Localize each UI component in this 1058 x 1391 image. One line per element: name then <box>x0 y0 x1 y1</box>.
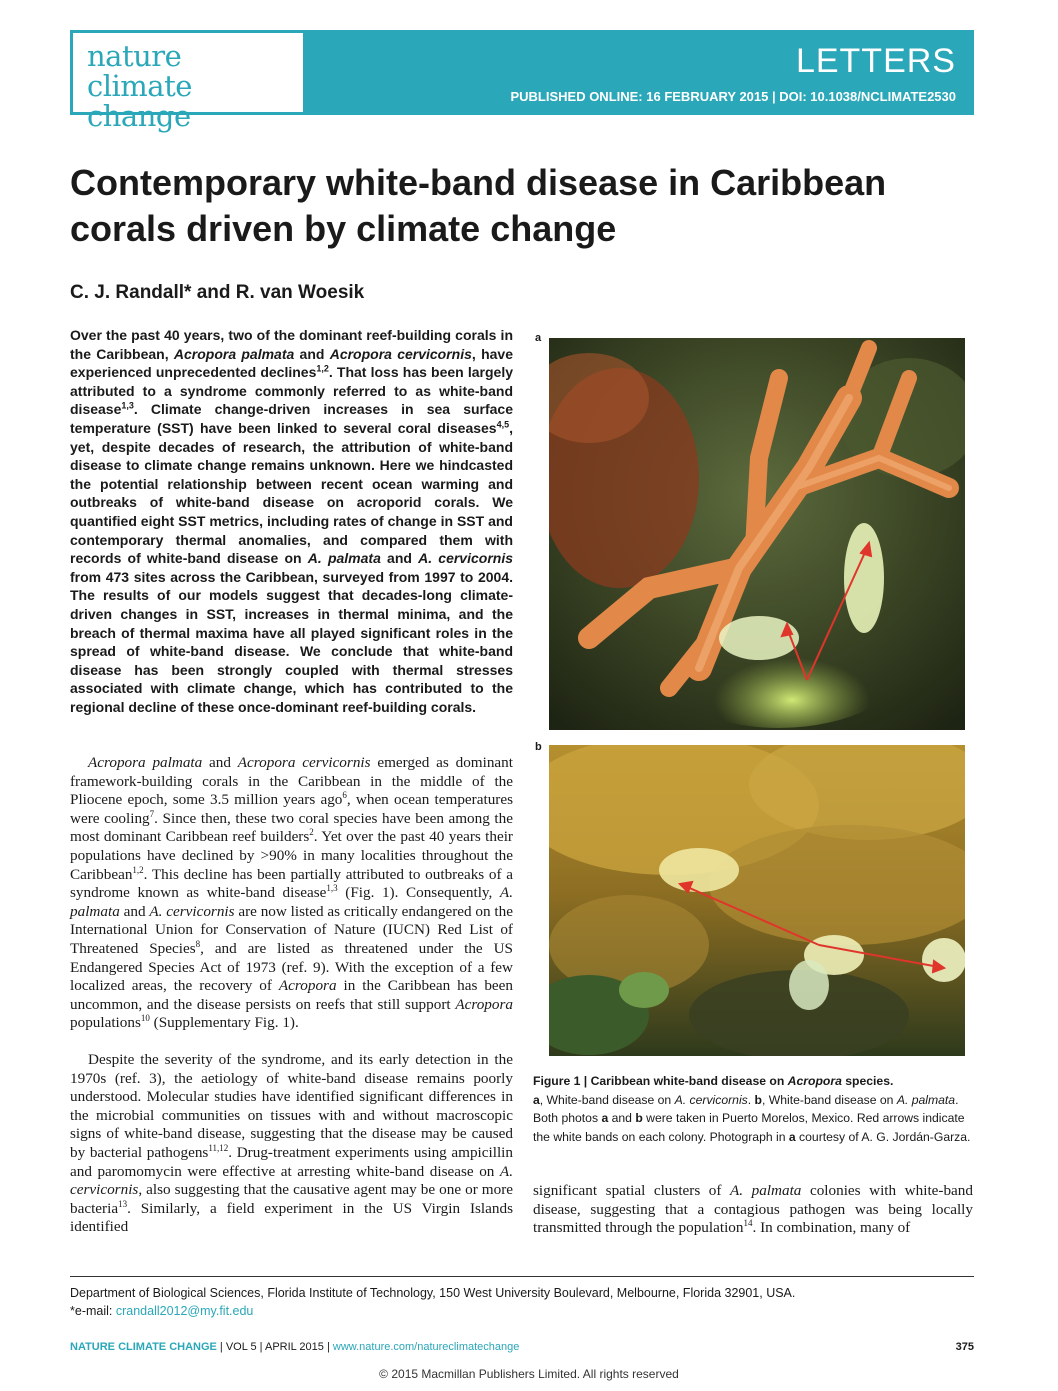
body-paragraph-1 <box>70 754 513 1033</box>
body-text: are now listed as critically endangered on the International Union for Conservation of Nature (IUCN) Red List of Threatened Species <box>70 902 513 957</box>
publication-info: PUBLISHED ONLINE: 16 FEBRUARY 2015 | DOI: 10.1038/NCLIMATE2530 <box>510 89 956 104</box>
species-name: Acropora <box>278 977 337 995</box>
body-text: . Similarly, a field experiment in the US Virgin Islands identified <box>70 1199 513 1236</box>
coral-photo-a <box>549 338 965 730</box>
body-text: (Supplementary Fig. 1). <box>149 1014 299 1032</box>
coral-photo-b <box>549 745 965 1056</box>
figure-panel-b-label: b <box>535 741 542 753</box>
species-name: Acropora <box>787 1074 842 1088</box>
copyright-notice: © 2015 Macmillan Publishers Limited. All rights reserved <box>379 1367 679 1381</box>
body-text: populations <box>70 1014 141 1032</box>
abstract <box>70 326 513 716</box>
caption-text: , White-band disease on <box>762 1092 897 1107</box>
body-text: , when ocean temperatures were cooling <box>70 791 513 827</box>
caption-panel-label: a <box>533 1092 540 1107</box>
figure-caption <box>533 1072 973 1146</box>
species-name: Acropora cervicornis <box>329 345 472 362</box>
abstract-text: , yet, despite decades of research, the attribution of white-band disease to climate change remains unknown. Here we hindcasted the potential relationship between recent ocean warming and outbreaks of white-band disease on acroporid corals. We quantified eight SST metrics, including rates of change in SST and contemporary thermal anomalies, and compared them with records of white-band disease on <box>70 419 513 567</box>
body-paragraph-3 <box>533 1182 973 1238</box>
affiliation-block <box>70 1284 795 1320</box>
species-name: A. cervicornis <box>418 550 513 567</box>
caption-text: . Both photos <box>533 1092 959 1126</box>
body-text: . Drug-treatment experiments using ampicillin and paromomycin were effective at arresting white-band disease on <box>70 1143 513 1180</box>
body-text: and <box>202 754 238 771</box>
body-text: . Yet over the past 40 years their populations have declined by >90% in many localities throughout the Caribbean <box>70 828 513 883</box>
caption-title <box>533 1074 893 1088</box>
species-name: A. palmata <box>70 884 513 920</box>
body-text: . In combination, many of <box>752 1219 911 1237</box>
species-name: A. palmata <box>896 1092 956 1107</box>
abstract-text: . That loss has been largely attributed to a syndrome commonly referred to as white-band disease <box>70 364 513 418</box>
email-link[interactable]: crandall2012@my.fit.edu <box>115 1304 254 1318</box>
affiliation: Department of Biological Sciences, Florida Institute of Technology, 150 West University Boulevard, Melbourne, Florida 32901, USA. <box>70 1286 796 1300</box>
body-text: , and are listed as threatened under the US Endangered Species Act of 1973 (ref. 9). With the exception of a few localized areas, the recovery of <box>70 939 513 995</box>
body-text: . Since then, these two coral species have been among the most dominant Caribbean reef builders <box>70 809 513 846</box>
journal-footer <box>70 1341 519 1353</box>
body-text: emerged as dominant framework-building corals in the Caribbean in the middle of the Pliocene epoch, some 3.5 million years ago <box>70 754 513 809</box>
body-text: (Fig. 1). Consequently, <box>337 884 500 902</box>
species-name: A. palmata <box>307 550 381 567</box>
species-name: A. cervicornis <box>674 1092 748 1107</box>
caption-text: courtesy of A. G. Jordán-Garza. <box>795 1129 971 1144</box>
abstract-text: and <box>294 345 330 362</box>
section-label: LETTERS <box>795 42 956 80</box>
body-paragraph-2 <box>70 1051 513 1237</box>
caption-title-text: species. <box>841 1074 894 1088</box>
page-number: 375 <box>955 1341 974 1353</box>
body-text: and <box>119 902 150 920</box>
caption-text: were taken in Puerto Morelos, Mexico. Red arrows indicate the white bands on each colony. Photograph in <box>533 1111 965 1144</box>
citation-ref[interactable]: 10 <box>140 1013 150 1024</box>
species-name: Acropora <box>455 995 513 1013</box>
volume-info: | VOL 5 | APRIL 2015 | <box>216 1341 333 1353</box>
journal-name: NATURE CLIMATE CHANGE <box>70 1341 217 1353</box>
species-name: Acropora cervicornis <box>237 754 371 771</box>
citation-ref[interactable]: 11,12 <box>208 1142 229 1153</box>
caption-panel-label: b <box>754 1092 762 1107</box>
species-name: A. palmata <box>730 1182 802 1199</box>
citation-ref[interactable]: 1,2 <box>132 864 144 875</box>
caption-panel-label: a <box>788 1129 796 1144</box>
citation-ref[interactable]: 1,3 <box>326 883 338 894</box>
body-text: Despite the severity of the syndrome, and its early detection in the 1970s (ref. 3), the aetiology of white-band disease remains poorly understood. Molecular studies have identified significant differences in the microbial communities on tissues with and without macroscopic signs of white-band disease, suggesting that the disease may be caused by bacterial pathogens <box>70 1051 513 1161</box>
caption-text: . <box>747 1092 755 1107</box>
title-line-2: corals driven by climate change <box>70 208 617 249</box>
species-name: Acropora palmata <box>88 754 203 771</box>
logo-line-2: climate change <box>87 69 192 133</box>
citation-ref[interactable]: 1,3 <box>121 400 134 411</box>
body-text: in the Caribbean has been uncommon, and the disease persists on reefs that still support <box>70 977 513 1013</box>
logo-line-1: nature <box>87 39 182 73</box>
citation-ref[interactable]: 7 <box>149 808 155 819</box>
body-text: , also suggesting that the causative agent may be one or more bacteria <box>70 1181 513 1217</box>
body-text: . This decline has been partially attributed to outbreaks of a syndrome known as white-band disease <box>70 865 513 902</box>
authors: C. J. Randall* and R. van Woesik <box>70 282 365 303</box>
abstract-text: . Climate change-driven increases in sea surface temperature (SST) have been linked to several coral diseases <box>70 401 513 436</box>
figure-panel-a-label: a <box>535 332 542 344</box>
abstract-text: from 473 sites across the Caribbean, surveyed from 1997 to 2004. The results of our models suggest that decades-long climate-driven changes in SST, increases in thermal minima, and the breach of thermal maxima have all played significant roles in the spread of white-band disease. We conclude that white-band disease has been strongly coupled with thermal stresses associated with climate change, which has contributed to the regional decline of these once-dominant reef-building corals. <box>70 568 513 715</box>
citation-ref[interactable]: 8 <box>195 938 201 949</box>
species-name: A. cervicornis <box>149 902 235 920</box>
citation-ref[interactable]: 13 <box>118 1198 128 1209</box>
caption-text: , White-band disease on <box>539 1092 675 1107</box>
title-line-1: Contemporary white-band disease in Caribbean <box>70 162 887 203</box>
caption-panel-label: b <box>635 1111 643 1126</box>
footer-divider <box>70 1276 974 1277</box>
abstract-text: Over the past 40 years, two of the dominant reef-building corals in the Caribbean, <box>70 327 513 362</box>
citation-ref[interactable]: 6 <box>342 790 347 801</box>
article-title <box>70 160 970 252</box>
citation-ref[interactable]: 2 <box>309 827 314 838</box>
abstract-text: , have experienced unprecedented declines <box>70 345 513 381</box>
caption-title-text: Figure 1 | Caribbean white-band disease on <box>533 1074 788 1088</box>
species-name: A. cervicornis <box>70 1162 513 1199</box>
email-label: *e-mail: <box>70 1304 116 1318</box>
citation-ref[interactable]: 14 <box>743 1218 753 1229</box>
caption-text: and <box>608 1111 636 1126</box>
abstract-text: and <box>380 550 419 567</box>
body-text: significant spatial clusters of <box>533 1182 730 1199</box>
journal-logo[interactable] <box>70 30 306 133</box>
caption-panel-label: a <box>601 1111 609 1126</box>
body-text: colonies with white-band disease, suggesting that a contagious pathogen was being locally transmitted through the population <box>533 1182 973 1237</box>
email-line <box>70 1302 795 1320</box>
species-name: Acropora palmata <box>173 345 295 362</box>
citation-ref[interactable]: 4,5 <box>496 419 510 430</box>
journal-url-link[interactable]: www.nature.com/natureclimatechange <box>332 1341 520 1353</box>
citation-ref[interactable]: 1,2 <box>316 363 329 374</box>
